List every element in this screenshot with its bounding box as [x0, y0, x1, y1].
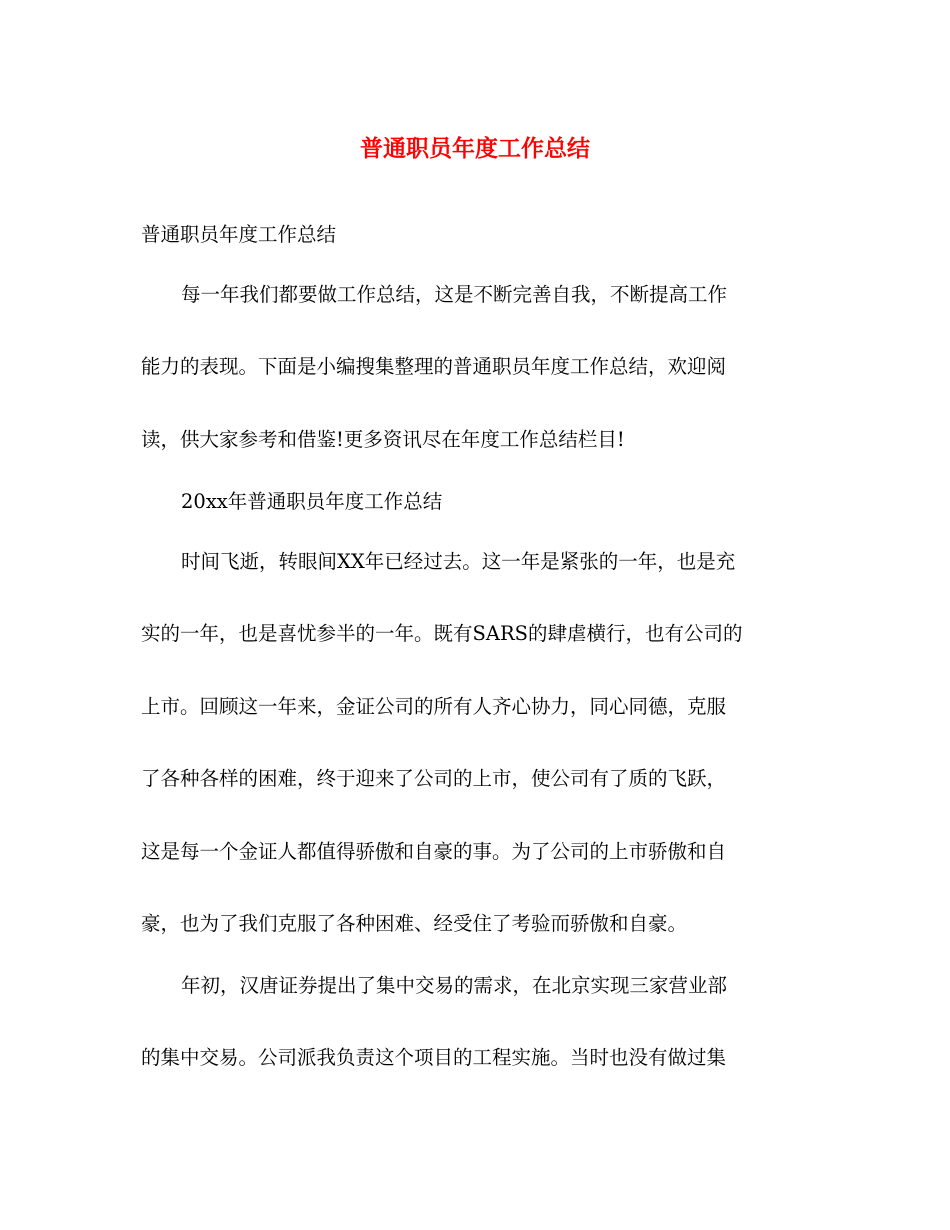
paragraph-line: 上市。回顾这一年来，金证公司的所有人齐心协力，同心同德，克服: [141, 695, 727, 718]
document-title: 普通职员年度工作总结: [360, 135, 590, 162]
paragraph-line: 能力的表现。下面是小编搜集整理的普通职员年度工作总结，欢迎阅: [141, 355, 727, 378]
paragraph-line: 实的一年，也是喜忧参半的一年。既有SARS的肆虐横行，也有公司的: [141, 622, 743, 645]
paragraph-line: 了各种各样的困难，终于迎来了公司的上市，使公司有了质的飞跃，: [141, 767, 727, 790]
paragraph-line: 每一年我们都要做工作总结，这是不断完善自我，不断提高工作: [181, 283, 728, 306]
section-heading: 普通职员年度工作总结: [141, 223, 337, 246]
paragraph-line: 这是每一个金证人都值得骄傲和自豪的事。为了公司的上市骄傲和自: [141, 840, 727, 863]
paragraph-line: 年初，汉唐证券提出了集中交易的需求，在北京实现三家营业部: [181, 974, 728, 997]
paragraph-line: 豪，也为了我们克服了各种困难、经受住了考验而骄傲和自豪。: [141, 912, 688, 935]
paragraph-line: 的集中交易。公司派我负责这个项目的工程实施。当时也没有做过集: [141, 1046, 727, 1069]
paragraph-line: 时间飞逝，转眼间XX年已经过去。这一年是紧张的一年，也是充: [181, 550, 736, 573]
sub-heading: 20xx年普通职员年度工作总结: [181, 490, 443, 513]
paragraph-line: 读，供大家参考和借鉴!更多资讯尽在年度工作总结栏目!: [141, 428, 625, 451]
